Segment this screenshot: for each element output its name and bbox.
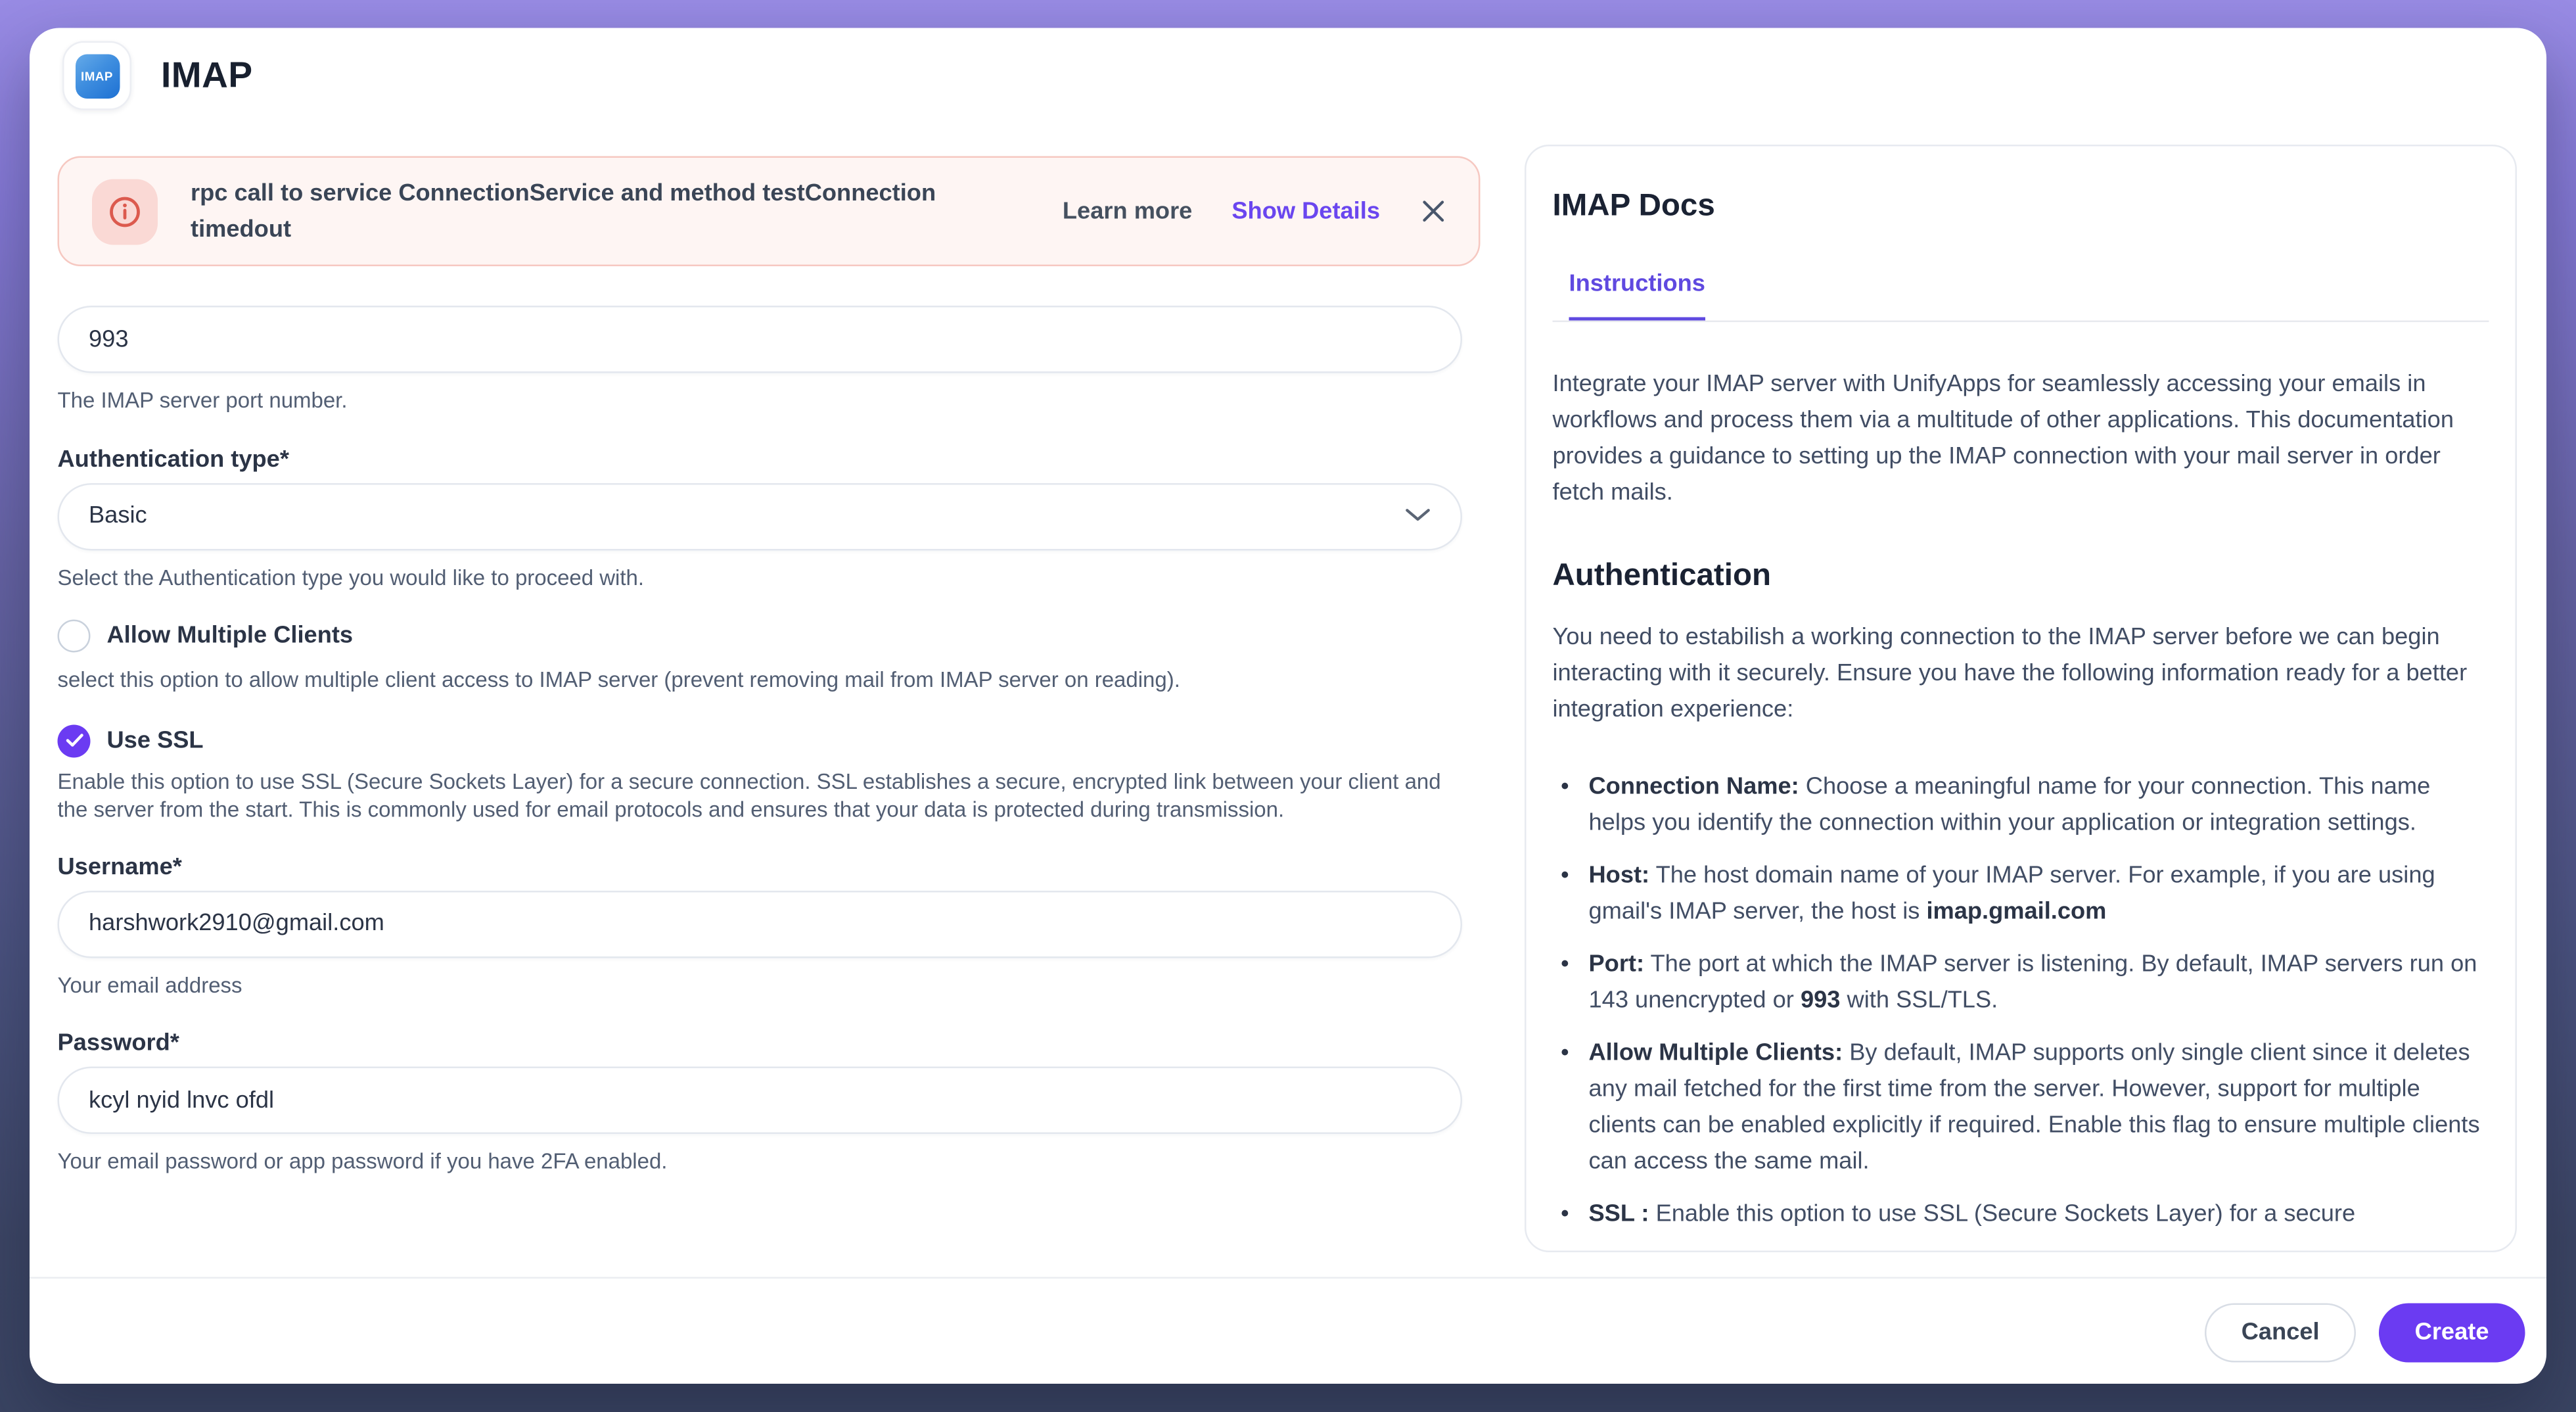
docs-bullet: • Host: The host domain name of your IMAP server. For example, if you are using gmail's IMAP server, the host is imap.gmail.com [1553, 858, 2489, 930]
docs-title: IMAP Docs [1552, 189, 1715, 224]
docs-authentication-intro: You need to estabilish a working connection to the IMAP server before we can begin interacting with it securely. Ensure you have the following information ready for a better integration experience: [1552, 624, 2468, 723]
username-input[interactable] [58, 890, 1463, 958]
create-button[interactable]: Create [2379, 1304, 2525, 1363]
docs-bullet-list [1553, 769, 2489, 1233]
error-info-icon [92, 178, 158, 244]
show-details-link[interactable]: Show Details [1231, 198, 1380, 225]
password-input[interactable] [58, 1067, 1463, 1135]
allow-multiple-clients-helper: select this option to allow multiple client access to IMAP server (prevent removing mail from IMAP server on reading). [57, 667, 1180, 692]
docs-bullet: • Port: The port at which the IMAP server is listening. By default, IMAP servers run on 143 unencrypted or 993 with SSL/TLS. [1553, 947, 2489, 1019]
allow-multiple-clients-label: Allow Multiple Clients [106, 623, 354, 649]
auth-type-select[interactable] [58, 482, 1463, 550]
auth-type-helper: Select the Authentication type you would like to proceed with. [57, 564, 645, 590]
error-message: rpc call to service ConnectionService and method testConnection timedout [191, 179, 936, 243]
imap-connection-modal [30, 28, 2546, 1384]
close-banner-icon[interactable] [1419, 198, 1446, 224]
port-helper: The IMAP server port number. [57, 388, 348, 413]
password-helper: Your email password or app password if you have 2FA enabled. [57, 1148, 668, 1173]
docs-tabs [1553, 270, 2489, 322]
use-ssl-check-icon[interactable] [58, 724, 91, 757]
docs-panel [1525, 145, 2517, 1252]
auth-type-label: Authentication type* [57, 446, 289, 473]
docs-bullet: • SSL : Enable this option to use SSL (Secure Sockets Layer) for a secure [1553, 1196, 2489, 1233]
docs-authentication-heading: Authentication [1552, 559, 1771, 594]
imap-app-icon [62, 41, 131, 110]
footer-actions [2205, 1304, 2525, 1363]
use-ssl-label: Use SSL [106, 727, 204, 754]
page-title: IMAP [161, 54, 253, 95]
use-ssl-checkbox[interactable] [58, 724, 1481, 757]
cancel-button[interactable]: Cancel [2205, 1304, 2356, 1363]
docs-bullet: • Connection Name: Choose a meaningful name for your connection. This name helps you identify the connection within your application or integration settings. [1553, 769, 2489, 841]
tab-instructions[interactable]: Instructions [1569, 271, 1705, 321]
imap-logo-icon: IMAP [75, 53, 120, 98]
auth-type-value: Basic [89, 503, 147, 529]
footer-divider [30, 1277, 2546, 1279]
learn-more-link[interactable]: Learn more [1062, 198, 1193, 225]
port-input[interactable] [58, 306, 1463, 373]
modal-header [62, 41, 253, 110]
allow-multiple-clients-circle-icon[interactable] [58, 620, 91, 653]
username-label: Username* [57, 853, 182, 880]
docs-bullet: • Allow Multiple Clients: By default, IMAP supports only single client since it deletes any mail fetched for the first time from the server. However, support for multiple clients can be enabled explicitly if required. Enable this flag to ensure multiple clients can access the same mail. [1553, 1035, 2489, 1180]
docs-intro: Integrate your IMAP server with UnifyApps for seamlessly accessing your emails in workflows and process them via a multitude of other applications. This documentation provides a guidance to setting up the IMAP connection with your mail server in order fetch mails. [1552, 371, 2454, 506]
chevron-down-icon [1405, 503, 1431, 529]
password-label: Password* [57, 1030, 179, 1057]
use-ssl-helper: Enable this option to use SSL (Secure Sockets Layer) for a secure connection. SSL establishes a secure, encrypted link between your client and the server from the start. This is commonly used for email protocols and ensures that your data is protected during transmission. [57, 768, 1441, 822]
error-banner [58, 156, 1481, 267]
connection-form [58, 306, 1481, 1176]
allow-multiple-clients-checkbox[interactable] [58, 620, 1481, 653]
username-helper: Your email address [57, 972, 242, 997]
